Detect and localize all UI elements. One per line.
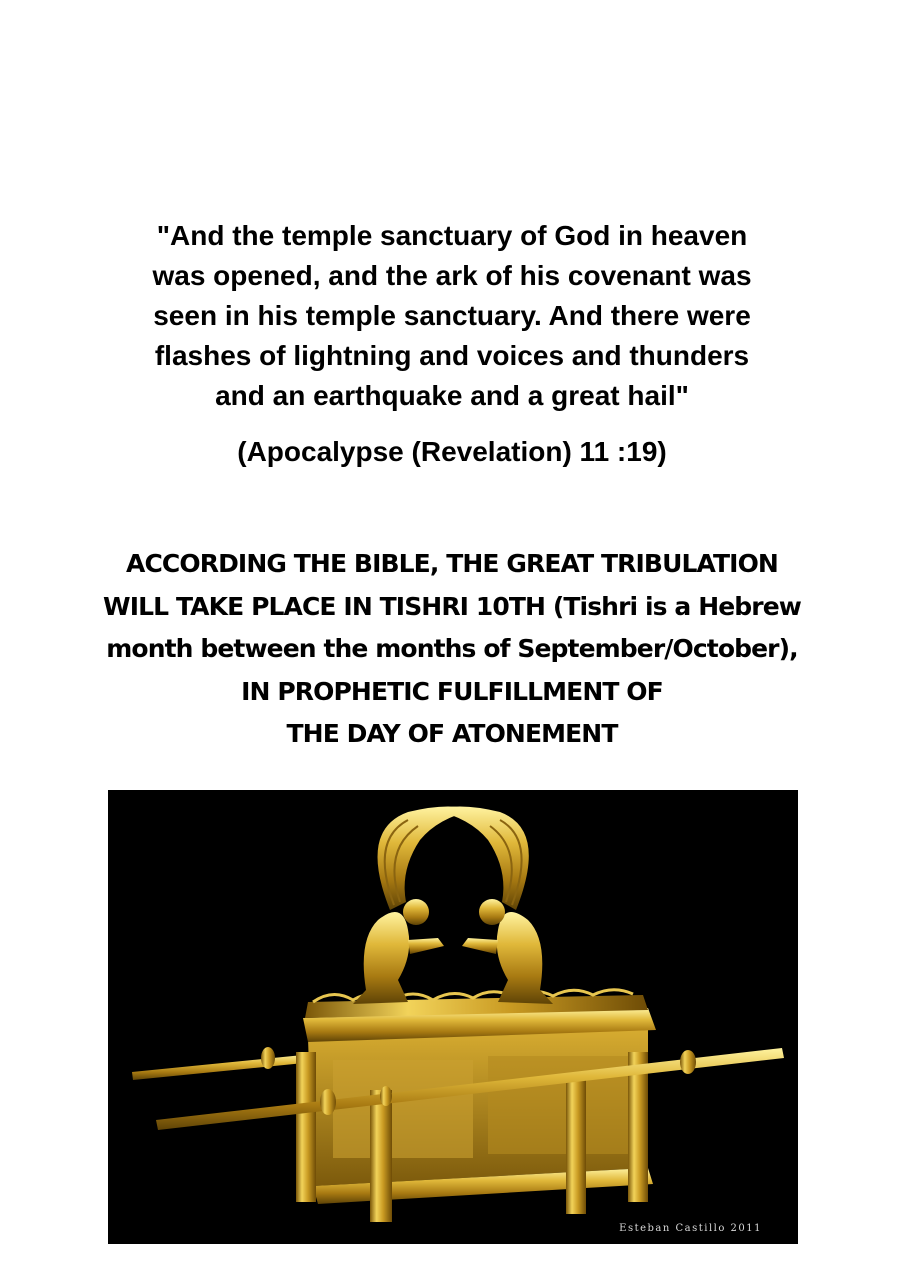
ark-of-the-covenant-icon [108, 790, 798, 1244]
artist-signature: Esteban Castillo 2011 [619, 1223, 762, 1234]
notice-line: month between the months of September/October), [106, 634, 798, 663]
notice-line: ACCORDING THE BIBLE, THE GREAT TRIBULATION [126, 549, 778, 578]
tribulation-notice [60, 543, 844, 756]
quote-line: was opened, and the ark of his covenant was [152, 260, 752, 291]
quote-line: "And the temple sanctuary of God in heaven [156, 220, 748, 251]
quote-line: flashes of lightning and voices and thunders [154, 340, 750, 371]
ark-of-covenant-image [108, 790, 798, 1244]
scripture-citation: (Apocalypse (Revelation) 11 :19) [237, 436, 667, 467]
notice-line: IN PROPHETIC FULFILLMENT OF [241, 676, 663, 706]
quote-line: and an earthquake and a great hail" [215, 380, 689, 411]
scripture-quote [100, 216, 804, 416]
notice-line: WILL TAKE PLACE IN TISHRI 10TH (Tishri is a Hebrew [103, 591, 801, 621]
notice-line: THE DAY OF ATONEMENT [286, 719, 618, 748]
quote-line: seen in his temple sanctuary. And there were [153, 300, 751, 331]
